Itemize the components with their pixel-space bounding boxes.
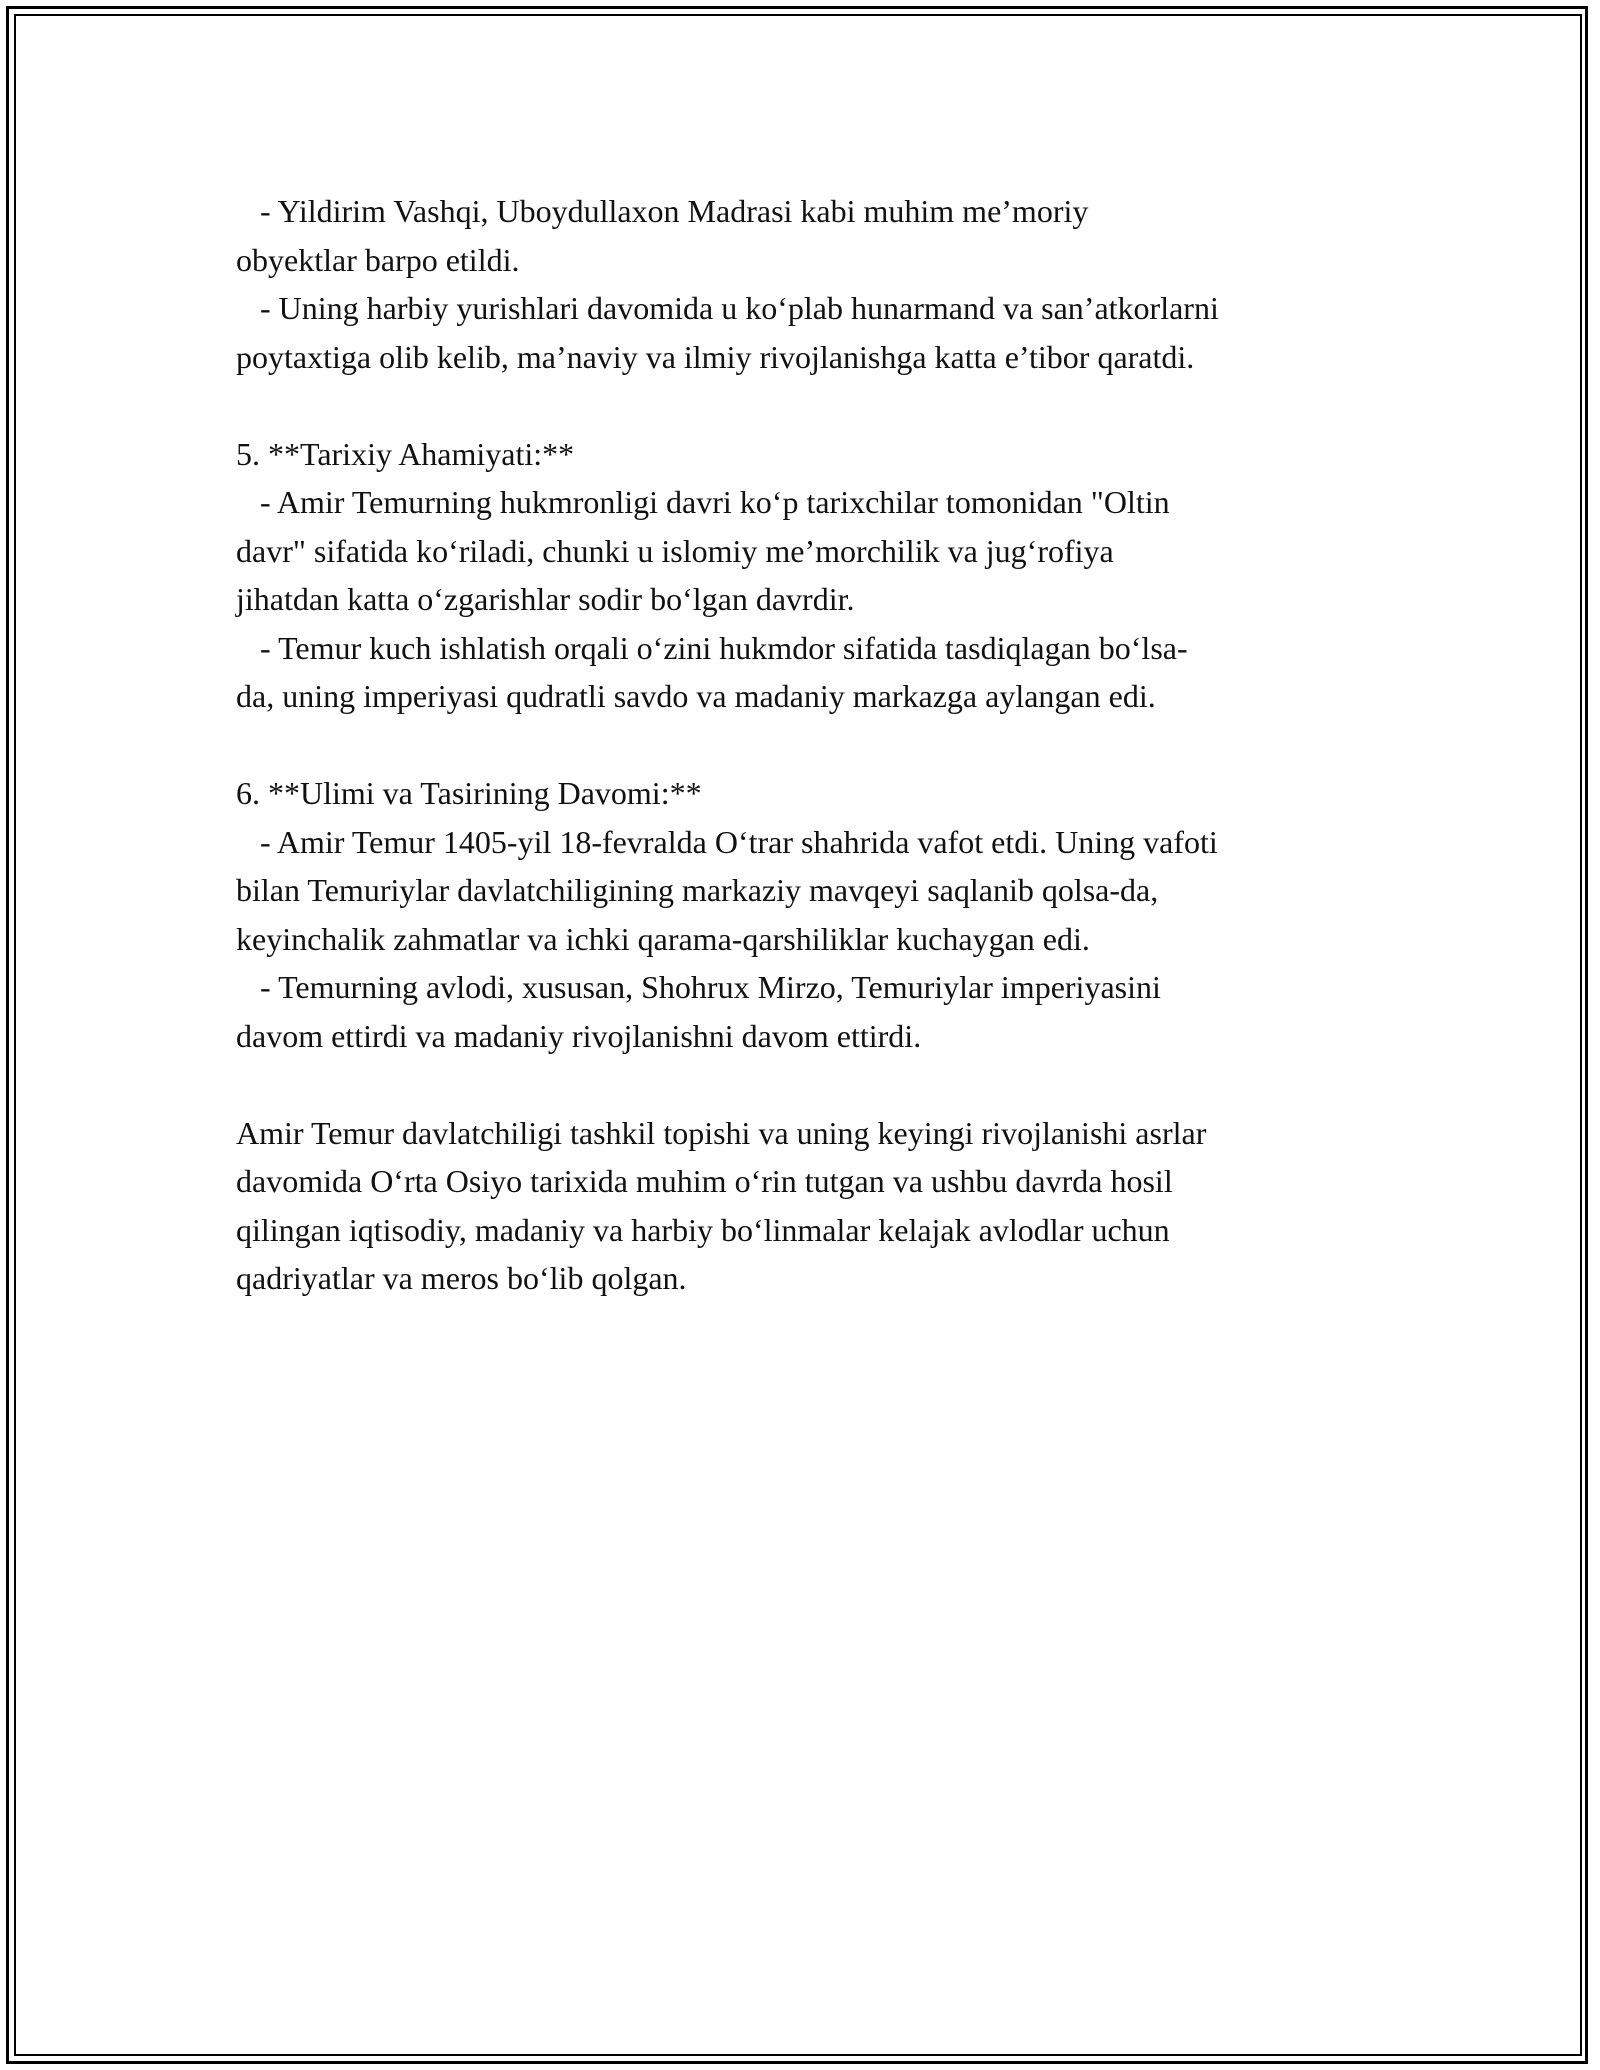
text-line: davomida O‘rta Osiyo tarixida muhim o‘rin tutgan va ushbu davrda hosil [236, 1163, 1173, 1199]
section-5-heading: 5. **Tarixiy Ahamiyati:** [236, 435, 575, 472]
section-6-bullet-2 [236, 963, 1406, 1060]
text-line: qadriyatlar va meros bo‘lib qolgan. [236, 1260, 687, 1296]
text-line: - Temur kuch ishlatish orqali o‘zini hukmdor sifatida tasdiqlagan bo‘lsa- [236, 629, 1188, 666]
text-line: poytaxtiga olib kelib, ma’naviy va ilmiy rivojlanishga katta e’tibor qaratdi. [236, 338, 1195, 375]
section-6-heading: 6. **Ulimi va Tasirining Davomi:** [236, 775, 702, 811]
section-6 [236, 769, 1406, 1060]
text-line: jihatdan katta o‘zgarishlar sodir bo‘lgan davrdir. [236, 581, 855, 617]
text-line: - Amir Temurning hukmronligi davri ko‘p tarixchilar tomonidan "Oltin [236, 484, 1170, 520]
section-5-bullet-2 [236, 624, 1406, 721]
text-line: da, uning imperiyasi qudratli savdo va madaniy markazga aylangan edi. [236, 678, 1156, 714]
section-6-bullet-1 [236, 818, 1406, 964]
text-line: obyektlar barpo etildi. [236, 241, 520, 278]
text-line: davom ettirdi va madaniy rivojlanishni davom ettirdi. [236, 1017, 922, 1054]
section-5-bullet-1 [236, 478, 1406, 624]
section-4-bullet-2 [236, 284, 1406, 381]
paragraph-gap [236, 721, 1406, 770]
text-line: qilingan iqtisodiy, madaniy va harbiy bo‘linmalar kelajak avlodlar uchun [236, 1211, 1170, 1248]
document-body [236, 187, 1406, 1303]
section-4-bullet-1 [236, 187, 1406, 284]
paragraph-gap [236, 381, 1406, 430]
text-line: - Amir Temur 1405-yil 18-fevralda O‘trar shahrida vafot etdi. Uning vafoti [236, 823, 1218, 860]
paragraph-gap [236, 1060, 1406, 1109]
text-line: davr" sifatida ko‘riladi, chunki u islomiy me’morchilik va jug‘rofiya [236, 532, 1114, 569]
section-5 [236, 430, 1406, 721]
text-line: Amir Temur davlatchiligi tashkil topishi va uning keyingi rivojlanishi asrlar [236, 1114, 1207, 1151]
text-line: - Uning harbiy yurishlari davomida u ko‘plab hunarmand va san’atkorlarni [236, 290, 1219, 326]
conclusion-paragraph [236, 1109, 1406, 1303]
text-line: keyinchalik zahmatlar va ichki qarama-qarshiliklar kuchaygan edi. [236, 920, 1090, 957]
text-line: - Temurning avlodi, xususan, Shohrux Mirzo, Temuriylar imperiyasini [236, 969, 1161, 1005]
text-line: - Yildirim Vashqi, Uboydullaxon Madrasi kabi muhim me’moriy [236, 193, 1089, 229]
text-line: bilan Temuriylar davlatchiligining markaziy mavqeyi saqlanib qolsa-da, [236, 872, 1159, 908]
